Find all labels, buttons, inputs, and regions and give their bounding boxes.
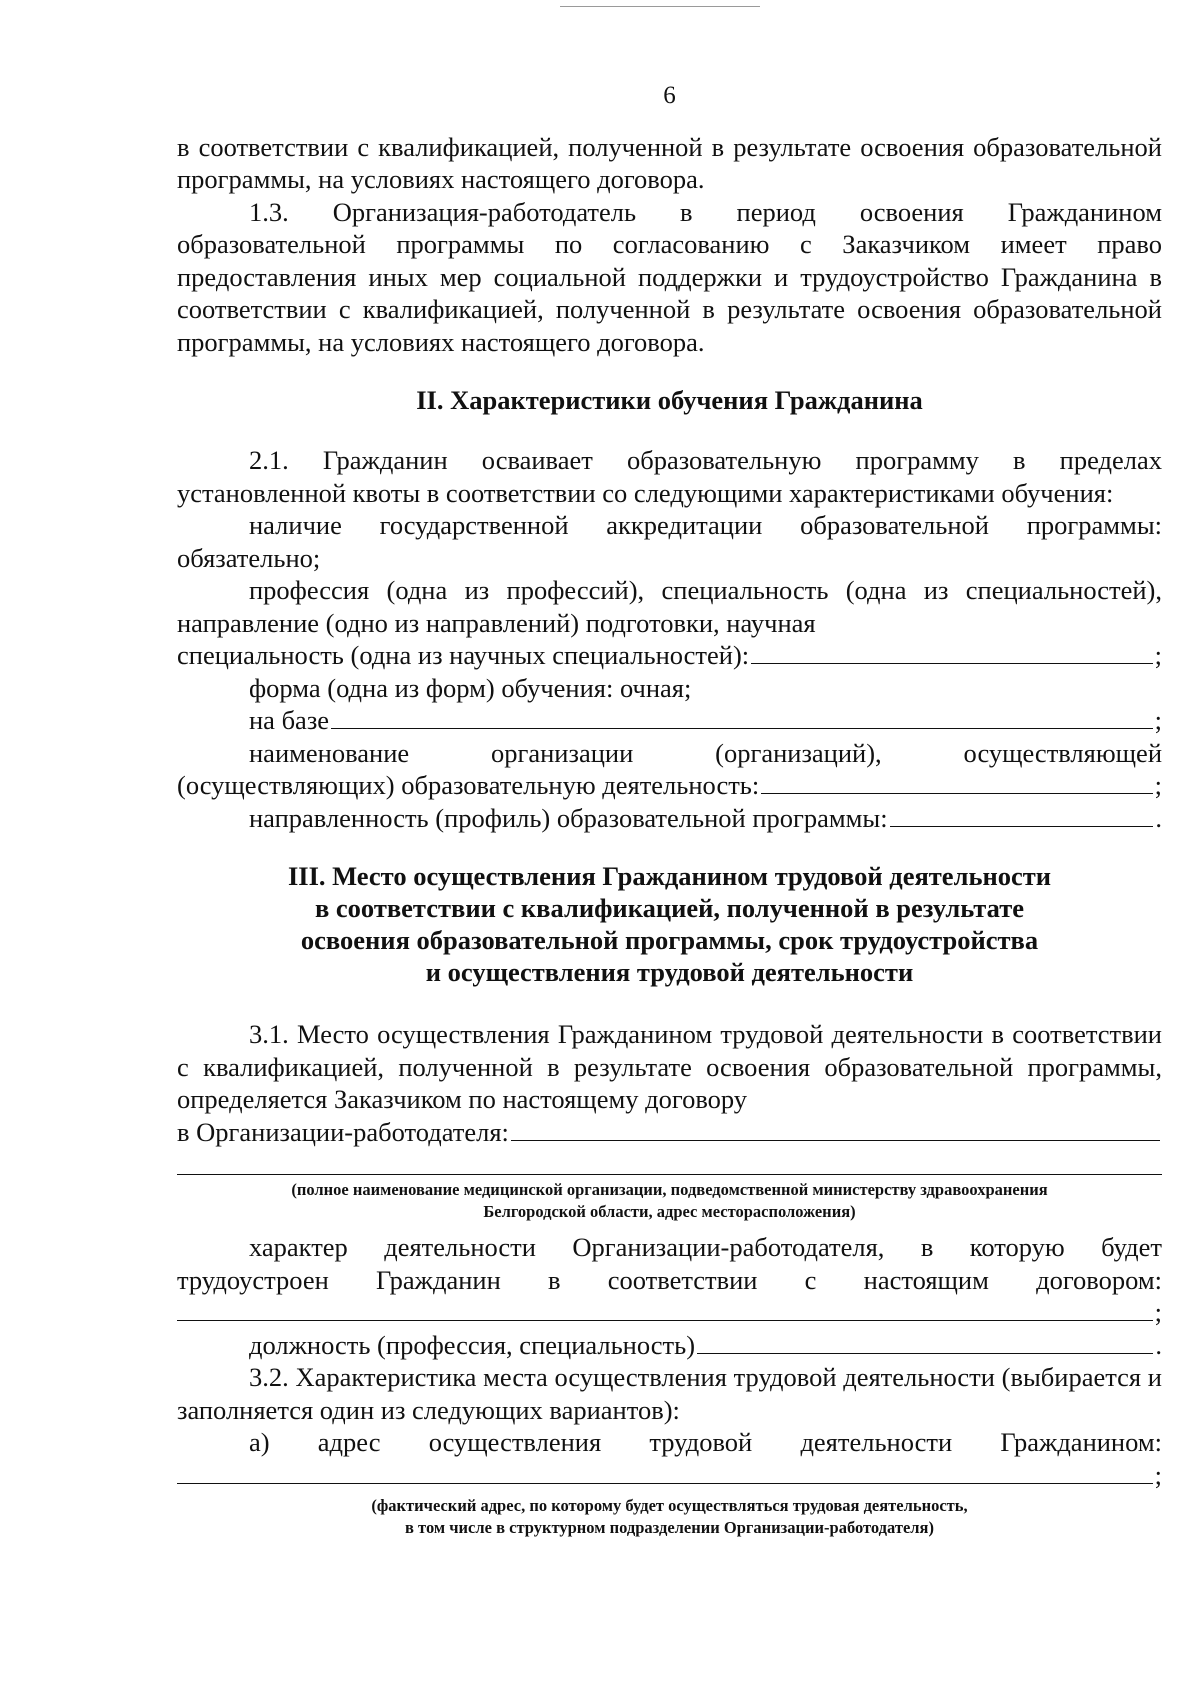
- semicolon: ;: [1154, 770, 1162, 800]
- paragraph-3-2: 3.2. Характеристика места осуществления трудовой деятельности (выбирается и заполняется один из следующих вариантов):: [177, 1362, 1162, 1425]
- page-number: 6: [663, 82, 676, 109]
- profile-item: [177, 802, 1162, 835]
- address-footnote: [177, 1495, 1162, 1539]
- semicolon: ;: [1154, 1459, 1162, 1490]
- option-a-fill-line: [177, 1461, 1153, 1484]
- organization-label: (осуществляющих) образовательную деятельность:: [177, 770, 760, 800]
- period: .: [1155, 802, 1162, 833]
- semicolon: ;: [1154, 640, 1162, 670]
- section-2-heading: II. Характеристики обучения Гражданина: [416, 385, 923, 415]
- paragraph-2-1: 2.1. Гражданин осваивает образовательную программу в пределах установленной квоты в соответствии со следующими характеристиками обучения:: [177, 445, 1162, 508]
- accreditation-item: наличие государственной аккредитации образовательной программы: обязательно;: [177, 510, 1162, 573]
- section-3-heading: [177, 860, 1162, 988]
- section-3-heading-line1: III. Место осуществления Гражданином трудовой деятельности: [287, 861, 1052, 891]
- address-footnote-line2: в том числе в структурном подразделении Организации-работодателя): [405, 1518, 934, 1537]
- semicolon: ;: [1154, 1297, 1162, 1327]
- profile-label: направленность (профиль) образовательной программы:: [249, 802, 888, 833]
- character-item-line2: трудоустроен Гражданин в соответствии с настоящим договором:: [177, 1264, 1162, 1295]
- organization-item-line2: [177, 769, 1162, 802]
- position-fill-line: [697, 1331, 1153, 1354]
- organization-item-line1: наименование организации (организаций), осуществляющей: [249, 737, 1162, 768]
- character-fill-row: [177, 1296, 1162, 1329]
- basis-label: на базе: [249, 705, 330, 735]
- basis-fill-line: [331, 706, 1153, 729]
- option-a-fill-row: [177, 1459, 1162, 1492]
- profession-label: специальность (одна из научных специальностей):: [177, 640, 750, 670]
- employer-fill-line-2: [177, 1148, 1162, 1175]
- profession-item-line1: профессия (одна из профессий), специальность (одна из специальностей), направление (одно из направлений) подготовки, научная: [177, 575, 1162, 638]
- organization-fill-line: [761, 771, 1152, 794]
- section-3-heading-line2: в соответствии с квалификацией, полученной в результате: [314, 893, 1024, 923]
- position-label: должность (профессия, специальность): [249, 1329, 696, 1360]
- section-3-heading-line3: освоения образовательной программы, срок трудоустройства: [300, 925, 1039, 955]
- profession-item-line2: [177, 639, 1162, 672]
- scan-artifact-line: [560, 6, 760, 7]
- section-3-heading-line4: и осуществления трудовой деятельности: [425, 957, 914, 987]
- paragraph-1-3: 1.3. Организация-работодатель в период освоения Гражданином образовательной программы по согласованию с Заказчиком имеет право предоставления иных мер социальной поддержки и трудоустройство Гражданина в соответствии с квалификацией, полученной в результате освоения образовательной программы, на условиях настоящего договора.: [177, 196, 1162, 357]
- character-item-line1: характер деятельности Организации-работодателя, в которую будет: [249, 1232, 1162, 1262]
- basis-item: [177, 704, 1162, 737]
- address-footnote-line1: (фактический адрес, по которому будет осуществляться трудовая деятельность,: [371, 1496, 968, 1515]
- education-form-item: форма (одна из форм) обучения: очная;: [249, 672, 692, 703]
- employer-footnote-line1: (полное наименование медицинской организации, подведомственной министерству здравоохранения: [291, 1180, 1048, 1199]
- character-fill-line: [177, 1298, 1153, 1321]
- employer-label: в Организации-работодателя:: [177, 1116, 509, 1147]
- position-item: [177, 1329, 1162, 1362]
- employer-footnote-line2: Белгородской области, адрес месторасположения): [483, 1202, 856, 1221]
- paragraph-1-2-end: в соответствии с квалификацией, полученной в результате освоения образовательной программы, на условиях настоящего договора.: [177, 131, 1162, 194]
- profession-fill-line: [751, 641, 1152, 664]
- employer-fill-line: [511, 1118, 1160, 1141]
- semicolon: ;: [1154, 705, 1162, 735]
- option-a: а) адрес осуществления трудовой деятельности Гражданином:: [249, 1427, 1162, 1457]
- paragraph-3-1-tail: [177, 1116, 1162, 1149]
- employer-footnote: [177, 1179, 1162, 1223]
- paragraph-3-1: 3.1. Место осуществления Гражданином трудовой деятельности в соответствии с квалификацией, полученной в результате освоения образовательной программы, определяется Заказчиком по настоящему договору: [177, 1019, 1162, 1114]
- document-page: [177, 70, 1162, 1547]
- period: .: [1155, 1329, 1162, 1360]
- profile-fill-line: [890, 804, 1154, 827]
